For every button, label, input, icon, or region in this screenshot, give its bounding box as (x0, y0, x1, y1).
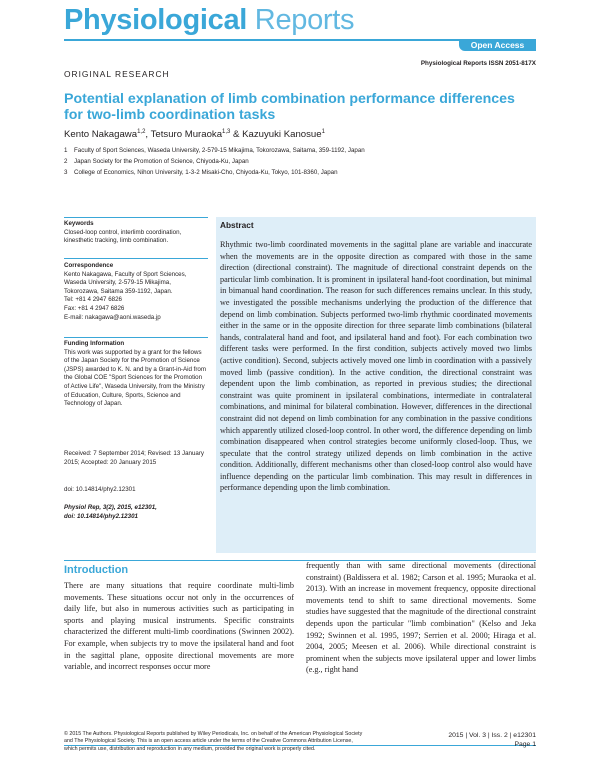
received-dates: Received: 7 September 2014; Revised: 13 January 2015; Accepted: 20 January 2015 (64, 450, 204, 466)
journal-title (64, 4, 354, 37)
correspondence-line: Tel: +81 4 2947 6826 (64, 296, 122, 304)
page-number: Page 1 (514, 741, 536, 748)
copyright-notice: © 2015 The Authors. Physiological Reports published by Wiley Periodicals, Inc. on behalf of the American Physiological Society and The Physiological Society. This is an open access article under the terms of the Creative Commons Attribution License, which permits use, distribution and reproduction in any medium, provided the original work is properly cited. (64, 731, 363, 752)
doi[interactable]: doi: 10.14814/phy2.12301 (64, 486, 136, 493)
journal-title-bold: Physiological (64, 4, 248, 36)
open-access-badge: Open Access (459, 39, 536, 51)
affiliation-text: Japan Society for the Promotion of Science, Chiyoda-Ku, Japan (74, 158, 249, 165)
affiliations (64, 145, 365, 178)
affiliation-number: 1 (64, 147, 68, 154)
keywords-heading: Keywords (64, 220, 94, 227)
correspondence-heading: Correspondence (64, 262, 114, 269)
funding-text: This work was supported by a grant for the fellows of the Japan Society for the Promotion of Science (JSPS) awarded to K. N. and by a Grant-in-Aid from the Global COE "Sport Sciences for the Promotion of Active Life", Waseda University, from the Ministry of Education, Culture, Sports, Science and Technology of Japan. (64, 348, 207, 408)
citation (64, 504, 208, 521)
affiliation-number: 3 (64, 169, 68, 176)
author-affil: 1 (321, 129, 325, 135)
author-affil: 1,2 (137, 129, 146, 135)
intro-right-column: frequently than with same directional movements (directional constraint) (Baldissera et al. 1982; Carson et al. 1995; Muraoka et al. 2013). With an increase in movement frequency, opposite directional movements tend to shift to same directional movements. Some studies have suggested that the magnitude of the directional constraint depends upon the particular "limb combination" (Kelso and Jeka 1992; Swinnen et al. 1995, 1997; Serrien et al. 2000; Hiraga et al. 2004, 2005; Meesen et al. 2006). While directional constraint is prominent when the subjects move ipsilateral upper and lower limbs (e.g., right hand (306, 561, 536, 675)
author-name: Kazuyuki Kanosue (242, 129, 322, 141)
correspondence-line: Tokorozawa, Saitama 359-1192, Japan. (64, 287, 173, 295)
correspondence-line: Waseda University, 2-579-15 Mikajima, (64, 279, 171, 287)
sidebar-rule (64, 217, 208, 218)
citation-line: doi: 10.14814/phy2.12301 (64, 512, 138, 520)
article-title: Potential explanation of limb combination performance differences for two-limb coordination tasks (64, 91, 515, 123)
keywords-block (64, 220, 208, 246)
affiliation-text: Faculty of Sport Sciences, Waseda University, 2-579-15 Mikajima, Tokorozawa, Saitama, 359-1192, Japan (74, 147, 365, 154)
correspondence-line: Fax: +81 4 2947 6826 (64, 304, 125, 312)
author-affil: 1,3 (222, 129, 231, 135)
introduction-heading: Introduction (64, 564, 129, 576)
affiliation-text: College of Economics, Nihon University, 1-3-2 Misaki-Cho, Chiyoda-Ku, Tokyo, 101-8360, Japan (74, 169, 338, 176)
affiliation (64, 156, 365, 167)
abstract-text: Rhythmic two-limb coordinated movements in the sagittal plane are variable and inaccurate when the movements are in the opposite direction as compared with those in the same direction (directional constraint). The magnitude of directional constraint depends on the particular limb combination. It is prominent in ipsilateral hand-foot coordination, but minimal in bimanual hand coordination. The reason for such differences remains unclear. In this study, we investigated the possible mechanisms underlying the production of the difference that depend on limb combination. Subjects performed two-limb rhythmic coordinated movements either in the same or in the opposite direction for three separate limb combinations (bilateral hands, contralateral hand and foot, and ipsilateral hand and foot). For each combination two different tasks were performed. In the first condition, subjects actively moved two limbs (active condition). Second, subjects actively moved one limb in coordination with a passively moved limb (passive condition). In the active condition, the directional constraint was dependent upon the limb combination, as reported in previous studies; the directional constraint was quite prominent in ipsilateral combinations, intermediate in contralateral combinations, and minimal for bilateral combination. However, differences in the directional constraint did not depend on limb combination for any combination in the passive conditions which apparently utilized closed-loop control. In other word, the difference depending on limb combination disappeared when control strategies become uniformly closed-loop. Thus, we speculate that the control strategy utilized depends on limb combination in the active condition. Additionally, different mechanisms other than closed-loop control also would have influence depending on the particular limb combination. This may result in differences in performance depending upon the limb combination. (220, 240, 532, 493)
correspondence-email[interactable]: E-mail: nakagawa@aoni.waseda.jp (64, 313, 161, 321)
affiliation (64, 167, 365, 178)
funding-block (64, 340, 208, 409)
author-name: Kento Nakagawa (64, 129, 138, 141)
correspondence-block (64, 262, 208, 322)
intro-left-column: There are many situations that require coordinate multi-limb movements. These situations occur not only in the occurrences of daily life, but also in numerous activities such as participating in sports and playing musical instruments. Specific constraints characterized the different multi-limb coordinations (Swinnen 2002). For example, when subjects try to move the ipsilateral hand and foot in the sagittal plane, opposite directional movements are more variable, and incorrect responses occur more (64, 581, 294, 672)
funding-heading: Funding Information (64, 340, 125, 347)
correspondence-line: Kento Nakagawa, Faculty of Sport Sciences, (64, 270, 187, 278)
affiliation (64, 145, 365, 156)
author-name: Tetsuro Muraoka (150, 129, 223, 141)
abstract-heading: Abstract (220, 220, 254, 230)
author-separator: , (145, 129, 151, 141)
section-label: ORIGINAL RESEARCH (64, 69, 170, 79)
sidebar-rule (64, 337, 208, 338)
keywords-text: Closed-loop control, interlimb coordination, kinesthetic tracking, limb combination. (64, 228, 182, 245)
citation-line: Physiol Rep, 3(2), 2015, e12301, (64, 504, 157, 511)
journal-title-light: Reports (247, 4, 355, 36)
footer-issue-info (448, 731, 536, 749)
sidebar-rule (64, 258, 208, 259)
issn: Physiological Reports ISSN 2051-817X (420, 60, 536, 67)
affiliation-number: 2 (64, 158, 68, 165)
author-separator: & (230, 129, 243, 141)
issue-info: 2015 | Vol. 3 | Iss. 2 | e12301 (448, 732, 536, 739)
author-list (64, 129, 325, 140)
